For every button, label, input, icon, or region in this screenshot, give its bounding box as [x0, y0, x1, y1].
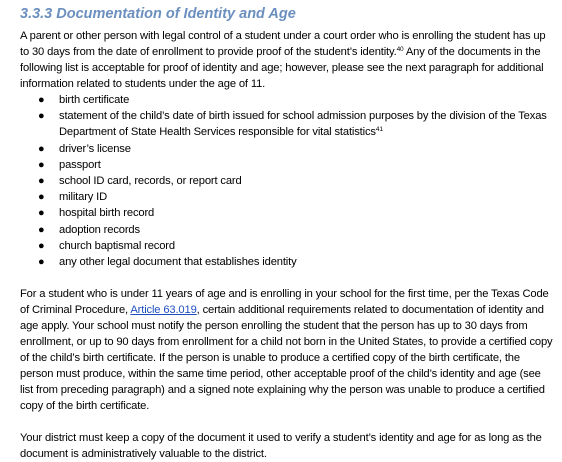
- bullet-icon: ●: [38, 94, 45, 106]
- list-item-label: birth certificate: [59, 94, 130, 106]
- bullet-icon: ●: [38, 223, 45, 236]
- list-item-label: school ID card, records, or report card: [59, 175, 242, 188]
- list-item: [38, 108, 554, 140]
- list-item: [38, 141, 554, 157]
- under-eleven-text-a: For a student who is under 11 years of age and is enrolling in your school for the first time, per the Texas Code of Criminal Procedure,: [20, 288, 549, 317]
- list-item-label: adoption records: [59, 223, 140, 236]
- list-item: [38, 238, 554, 254]
- bullet-icon: ●: [38, 207, 45, 220]
- list-item: [38, 92, 554, 108]
- list-item: [38, 254, 554, 270]
- bullet-icon: ●: [38, 110, 45, 123]
- bullet-icon: ●: [38, 142, 45, 155]
- list-item-label: any other legal document that establishes identity: [59, 256, 297, 269]
- list-item-label: statement of the child’s date of birth issued for school admission purposes by the division of the Texas Department of State Health Services responsible for vital statistics: [59, 110, 547, 139]
- list-item: [38, 173, 554, 189]
- footnote-ref-40[interactable]: 40: [396, 46, 404, 53]
- identity-document-list: [20, 92, 554, 270]
- list-item-label: passport: [59, 158, 101, 171]
- footnote-ref-41[interactable]: 41: [375, 126, 383, 134]
- list-item-label: church baptismal record: [59, 239, 175, 252]
- list-item: [38, 157, 554, 173]
- list-item-label: driver’s license: [59, 142, 131, 155]
- section-heading: 3.3.3 Documentation of Identity and Age: [20, 6, 296, 22]
- under-eleven-text-b: , certain additional requirements related to documentation of identity and age apply. Your school must notify the person enrolling the student that the person has up to 30 days from enrollment, or up to 90 days from enrollment for a child not born in the United States, to provide a certified copy of the child’s birth certificate. If the person is unable to produce a certified copy of the birth certificate, the person must produce, within the same time period, other acceptable proof of the child’s identity and age (see list from preceding paragraph) and a signed note explaining why the person was unable to produce a certified copy of the birth certificate.: [20, 304, 553, 413]
- list-item: [38, 222, 554, 238]
- intro-text-b: Any of the documents in the following list is acceptable for proof of identity and age; however, please see the next paragraph for additional information related to students under the age of 11.: [20, 46, 544, 90]
- under-eleven-paragraph: [20, 286, 554, 414]
- bullet-icon: ●: [38, 256, 45, 269]
- list-item-label: hospital birth record: [59, 207, 155, 220]
- intro-text-a: A parent or other person with legal control of a student under a court order who is enrolling the student has up to 30 days from the date of enrollment to provide proof of the student’s identity.: [20, 30, 546, 58]
- bullet-icon: ●: [38, 191, 45, 204]
- retention-paragraph: Your district must keep a copy of the document it used to verify a student’s identity and age for as long as the document is administratively valuable to the district.: [20, 432, 542, 461]
- bullet-icon: ●: [38, 239, 45, 252]
- paragraph-spacer: [20, 270, 554, 286]
- list-item: [38, 189, 554, 205]
- bullet-icon: ●: [38, 158, 45, 171]
- list-item-label: military ID: [59, 191, 108, 204]
- list-item: [38, 205, 554, 221]
- intro-paragraph: [20, 28, 554, 92]
- bullet-icon: ●: [38, 175, 45, 188]
- article-63-019-link[interactable]: Article 63.019: [130, 304, 197, 317]
- paragraph-spacer: [20, 414, 554, 430]
